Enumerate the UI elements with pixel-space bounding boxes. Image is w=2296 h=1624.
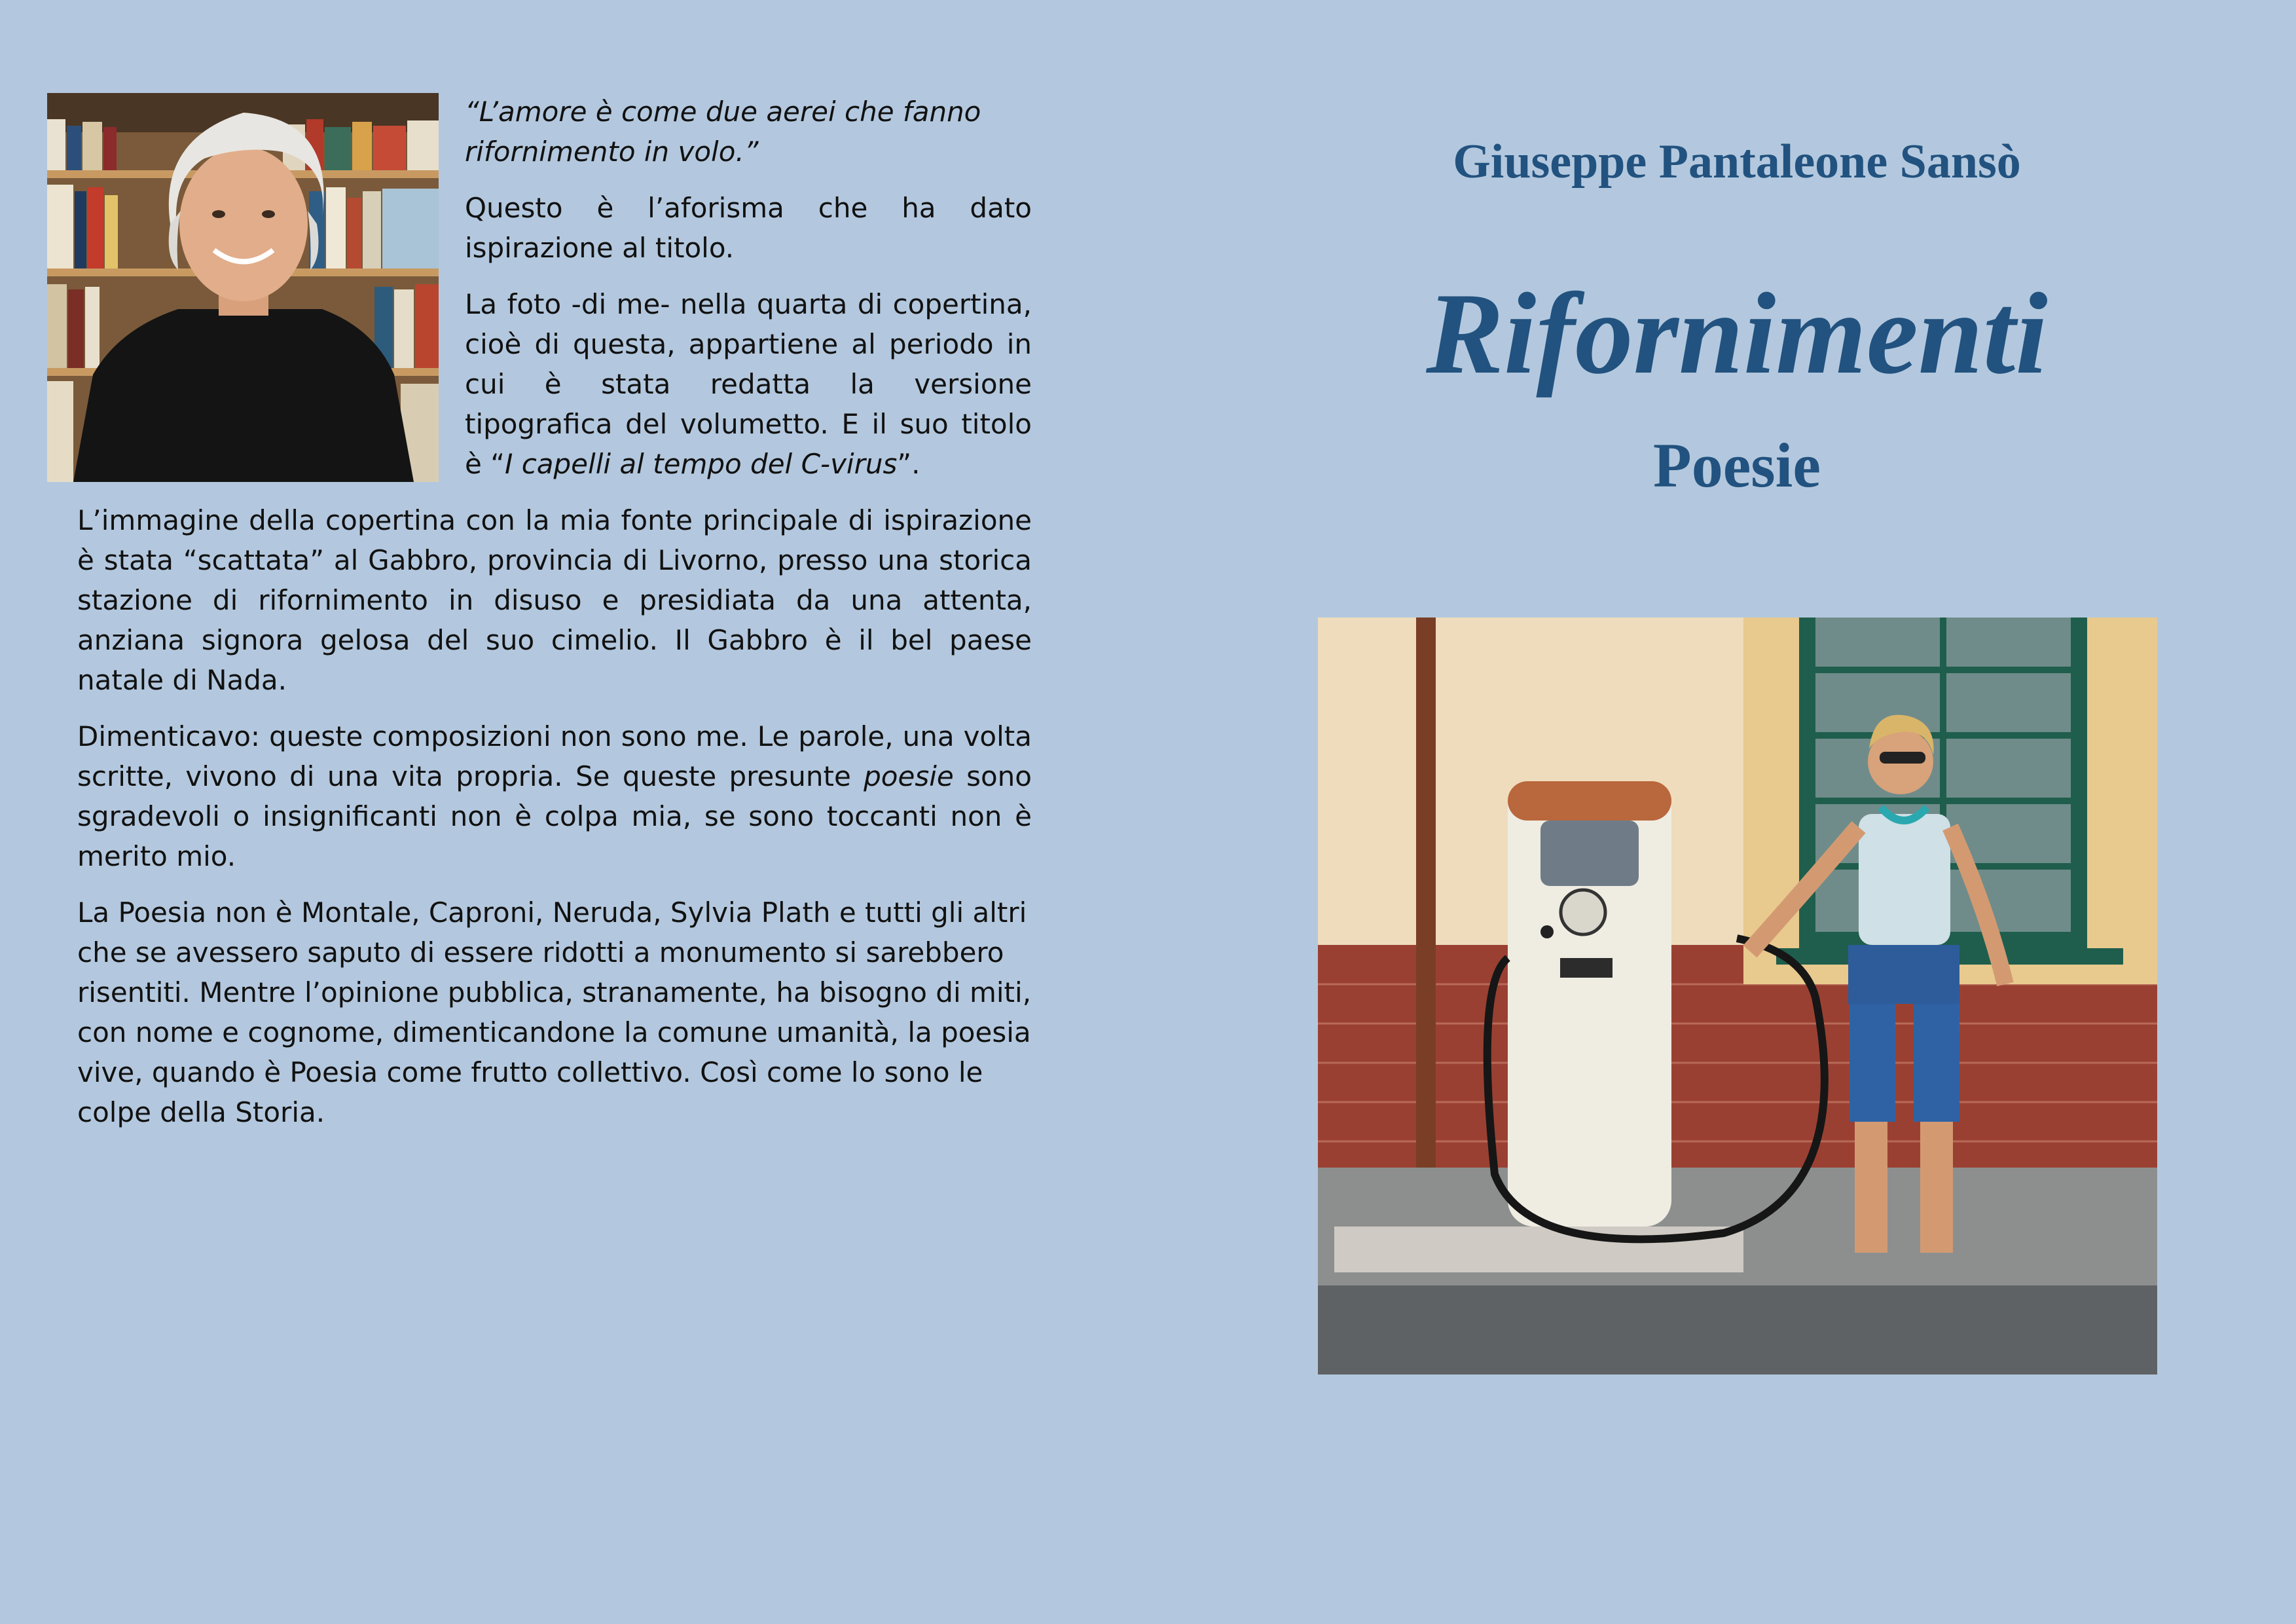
other-book-title: I capelli al tempo del C-virus bbox=[504, 448, 898, 480]
paragraph-compositions-text: Dimenticavo: queste composizioni non sono me. Le parole, una volta scritte, vivono di una vita propria. Se queste presunte bbox=[77, 720, 1032, 792]
paragraph-title-origin: Questo è l’aforisma che ha dato ispirazione al titolo. bbox=[465, 192, 1032, 264]
photo-spacer bbox=[77, 92, 465, 491]
aphorism-quote: “L’amore è come due aerei che fanno rifornimento in volo.” bbox=[465, 96, 981, 168]
cover-author: Giuseppe Pantaleone Sansò bbox=[1453, 135, 2021, 189]
front-cover bbox=[1148, 0, 2296, 1624]
paragraph-compositions-end: sono sgradevoli o insignificanti non è colpa mia, se sono toccanti non è merito mio. bbox=[77, 760, 1032, 872]
poesie-emphasis: poesie bbox=[864, 760, 954, 792]
paragraph-compositions bbox=[77, 716, 1032, 876]
paragraph-photo-end: ”. bbox=[897, 448, 920, 480]
paragraph-poetry: La Poesia non è Montale, Caproni, Neruda, Sylvia Plath e tutti gli altri che se avessero saputo di essere ridotti a monumento si sarebbero risentiti. Mentre l’opinione pubblica, stranamente, ha bisogno di miti, con nome e cognome, dimenticandone la comune umanità, la poesia vive, quando è Poesia come frutto collettivo. Così come lo sono le colpe della Storia. bbox=[77, 896, 1032, 1128]
paragraph-cover-image: L’immagine della copertina con la mia fonte principale di ispirazione è stata “scattata” al Gabbro, provincia di Livorno, presso una storica stazione di rifornimento in disuso e presidiata da una attenta, anziana signora gelosa del suo cimelio. Il Gabbro è il bel paese natale di Nada. bbox=[77, 504, 1032, 696]
back-cover-text bbox=[77, 92, 1032, 1149]
cover-photo bbox=[1318, 618, 2157, 1375]
paragraph-photo-text: La foto -di me- nella quarta di copertina, cioè di questa, appartiene al periodo in cui è stata redatta la versione tipografica del volumetto. E il suo titolo è “ bbox=[465, 288, 1032, 480]
cover-title: Rifornimenti bbox=[1426, 268, 2048, 398]
cover-subtitle: Poesie bbox=[1653, 430, 1821, 500]
